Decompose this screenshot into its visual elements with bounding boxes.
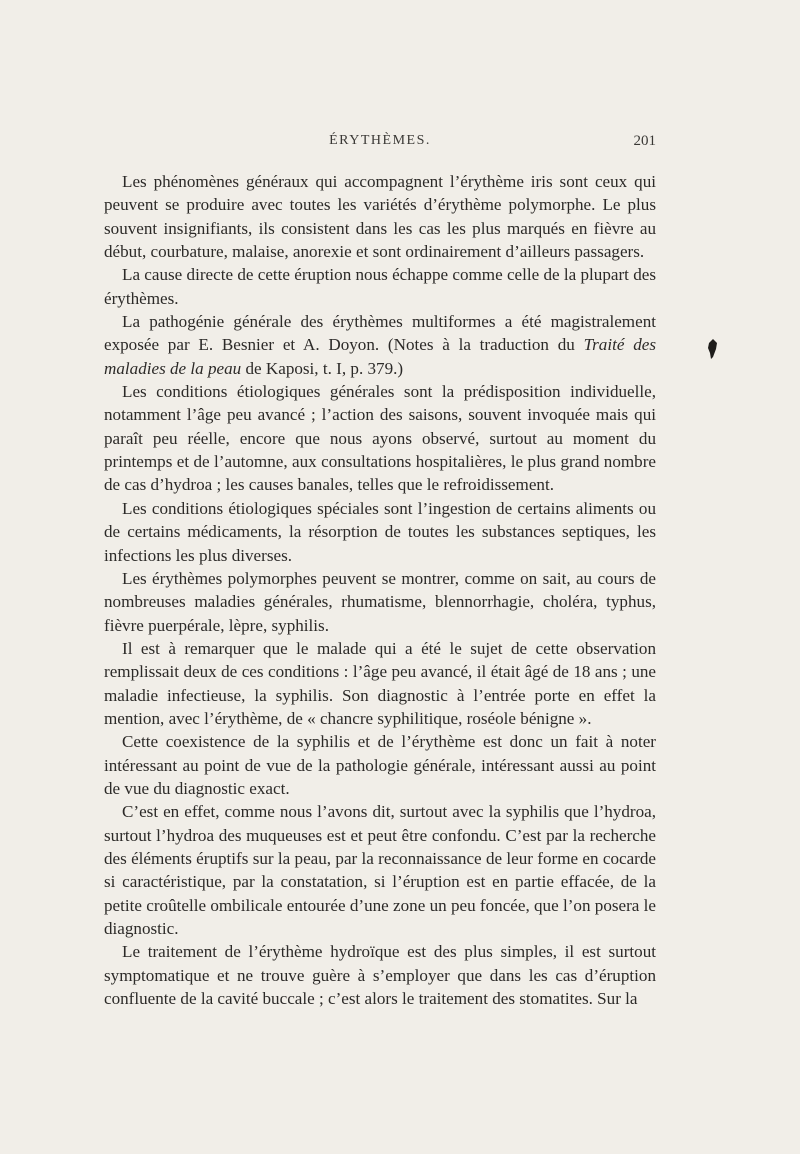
paragraph: La pathogénie générale des érythèmes multiformes a été magistralement exposée par E. Besnier et A. Doyon. (Notes à la traduction du Traité des maladies de la peau de Kaposi, t. I, p. 379.) — [104, 312, 656, 378]
paragraph: Cette coexistence de la syphilis et de l’érythème est donc un fait à noter intéressant au point de vue de la pathologie générale, intéressant aussi au point de vue du diagnostic exact. — [104, 732, 656, 798]
page-header — [104, 133, 656, 157]
body-text — [104, 170, 656, 1010]
paragraph: C’est en effet, comme nous l’avons dit, surtout avec la syphilis que l’hydroa, surtout l’hydroa des muqueuses est et peut être confondu. C’est par la recherche des éléments éruptifs sur la peau, par la reconnaissance de leur forme en cocarde si caractéristique, par la constatation, si l’éruption est en partie effacée, de la petite croûtelle ombilicale entourée d’une zone un peu foncée, que l’on posera le diagnostic. — [104, 802, 656, 938]
paragraph: Le traitement de l’érythème hydroïque est des plus simples, il est surtout symptomatique et ne trouve guère à s’employer que dans les cas d’éruption confluente de la cavité buccale ; c’est alors le traitement des stomatites. Sur la — [104, 942, 656, 1009]
book-title: Traité des maladies de la peau — [104, 335, 656, 378]
page-number: 201 — [633, 133, 656, 149]
ink-blot-mark — [707, 339, 718, 359]
paragraph: Les érythèmes polymorphes peuvent se montrer, comme on sait, au cours de nombreuses maladies générales, rhumatisme, blennorrhagie, choléra, typhus, fièvre puerpérale, lèpre, syphilis. — [104, 568, 656, 635]
paragraph: Il est à remarquer que le malade qui a été le sujet de cette observation remplissait deux de ces conditions : l’âge peu avancé, il était âgé de 18 ans ; une maladie infectieuse, la syphilis. Son diagnostic à l’entrée porte en effet la mention, avec l’érythème, de « chancre syphilitique, roséole bénigne ». — [104, 638, 656, 728]
paragraph: Les phénomènes généraux qui accompagnent l’érythème iris sont ceux qui peuvent se produire avec toutes les variétés d’érythème polymorphe. Le plus souvent insignifiants, ils consistent dans les cas les plus marqués en fièvre au début, courbature, malaise, anorexie et sont ordinairement d’ailleurs passagers. — [104, 172, 656, 262]
running-head: ÉRYTHÈMES. — [329, 133, 431, 148]
paragraph: La cause directe de cette éruption nous échappe comme celle de la plupart des érythèmes. — [104, 265, 656, 308]
paragraph: Les conditions étiologiques spéciales sont l’ingestion de certains aliments ou de certains médicaments, la résorption de toutes les substances septiques, les infections les plus diverses. — [104, 498, 656, 565]
paragraph: Les conditions étiologiques générales sont la prédisposition individuelle, notamment l’âge peu avancé ; l’action des saisons, souvent invoquée mais qui paraît peu réelle, encore que nous ayons observé, surtout au moment du printemps et de l’automne, aux consultations hospitalières, le plus grand nombre de cas d’hydroa ; les causes banales, telles que le refroidissement. — [104, 382, 656, 495]
